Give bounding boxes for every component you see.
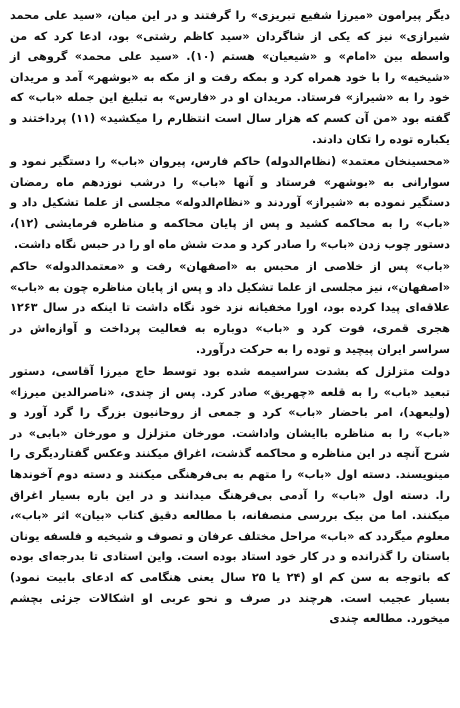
paragraph-4: دولت متزلزل که بشدت سراسیمه شده بود توسط حاج میرزا آقاسی، دستور تبعید «باب» را به قلعه «چهریق» صادر کرد. پس از چندی، «ناصرالدین میرزا» (ولیعهد)، امر باحضار «باب» کرد و جمعی از روحانیون بزرگ را گرد آورد و «باب» را به مناظره باایشان واداشت. مورخان متزلزل و مورخان «بابی» در شرح آنچه در این مناظره و محاکمه گذشت، اغراق میکنند وعکس گفتاردیگری را مینویسند. دسته اول «باب» را متهم به بی‌فرهنگی میکنند و دسته دوم آخوندها را. دسته اول «باب» را آدمی بی‌فرهنگ میدانند و در این باره بسیار اغراق میکنند. اما من بیک بررسی منصفانه، با مطالعه دقیق کتاب «بیان» اثر «باب»، معلوم میگردد که «باب» مراحل مختلف عرفان و تصوف و شیخیه و فلسفه یونان باستان را گذرانده و در کار خود استاد بوده است. واین استادی تا بدرجه‌ای بوده که باتوجه به سن کم او (۲۴ یا ۲۵ سال یعنی هنگامی که ادعای بابیت نمود) بسیار عجیب است. هرچند در صرف و نحو عربی او اشکالات جزئی بچشم میخورد. مطالعه چندی (10, 365, 450, 626)
paragraph-2: «محسینخان معتمد» (نظام‌الدوله) حاکم فارس، پیروان «باب» را دستگیر نمود و سوارانی به «بوشهر» فرستاد و آنها «باب» را درشب نوزدهم ماه رمضان دستگیر نموده به «شیراز» آوردند و «نظام‌الدوله» مجلسی از علما تشکیل داد و «باب» را به محاکمه کشید و پس از پایان محاکمه و مناظره فرمایشی (۱۲)، دستور چوب زدن «باب» را صادر کرد و مدت شش ماه او را در حبس نگاه داشت. (10, 155, 450, 251)
paragraph-3: «باب» پس از خلاصی از محبس به «اصفهان» رفت و «معتمدالدوله» حاکم «اصفهان»، نیز مجلسی از علما تشکیل داد و پس از پایان مناظره چون به «باب» علاقه‌ای پیدا کرده بود، اورا مخفیانه نزد خود نگاه داشت تا اینکه در سال ۱۲۶۳ هجری قمری، فوت کرد و «باب» دوباره به فعالیت پرداخت و آوازه‌اش در سراسر ایران پیچید و توده را به حرکت درآورد. (10, 260, 450, 356)
paragraph-1: دیگر پیرامون «میرزا شفیع تبریزی» را گرفتند و در این میان، «سید علی محمد شیرازی» نیز که یکی از شاگردان «سید کاظم رشتی» بود، ادعا کرد که من واسطه بین «امام» و «شیعیان» هستم (۱۰). «سید علی محمد» گروهی از «شیخیه» را با خود همراه کرد و بمکه رفت و از مکه به «بوشهر» آمد و مریدان خود را به «شیراز» فرستاد. مریدان او در «فارس» به تبلیغ این جمله «باب» که گفته بود «من آن کسم که هزار سال است انتظارم را میکشید» (۱۱) پرداختند و یکباره توده را تکان دادند. (10, 9, 450, 146)
